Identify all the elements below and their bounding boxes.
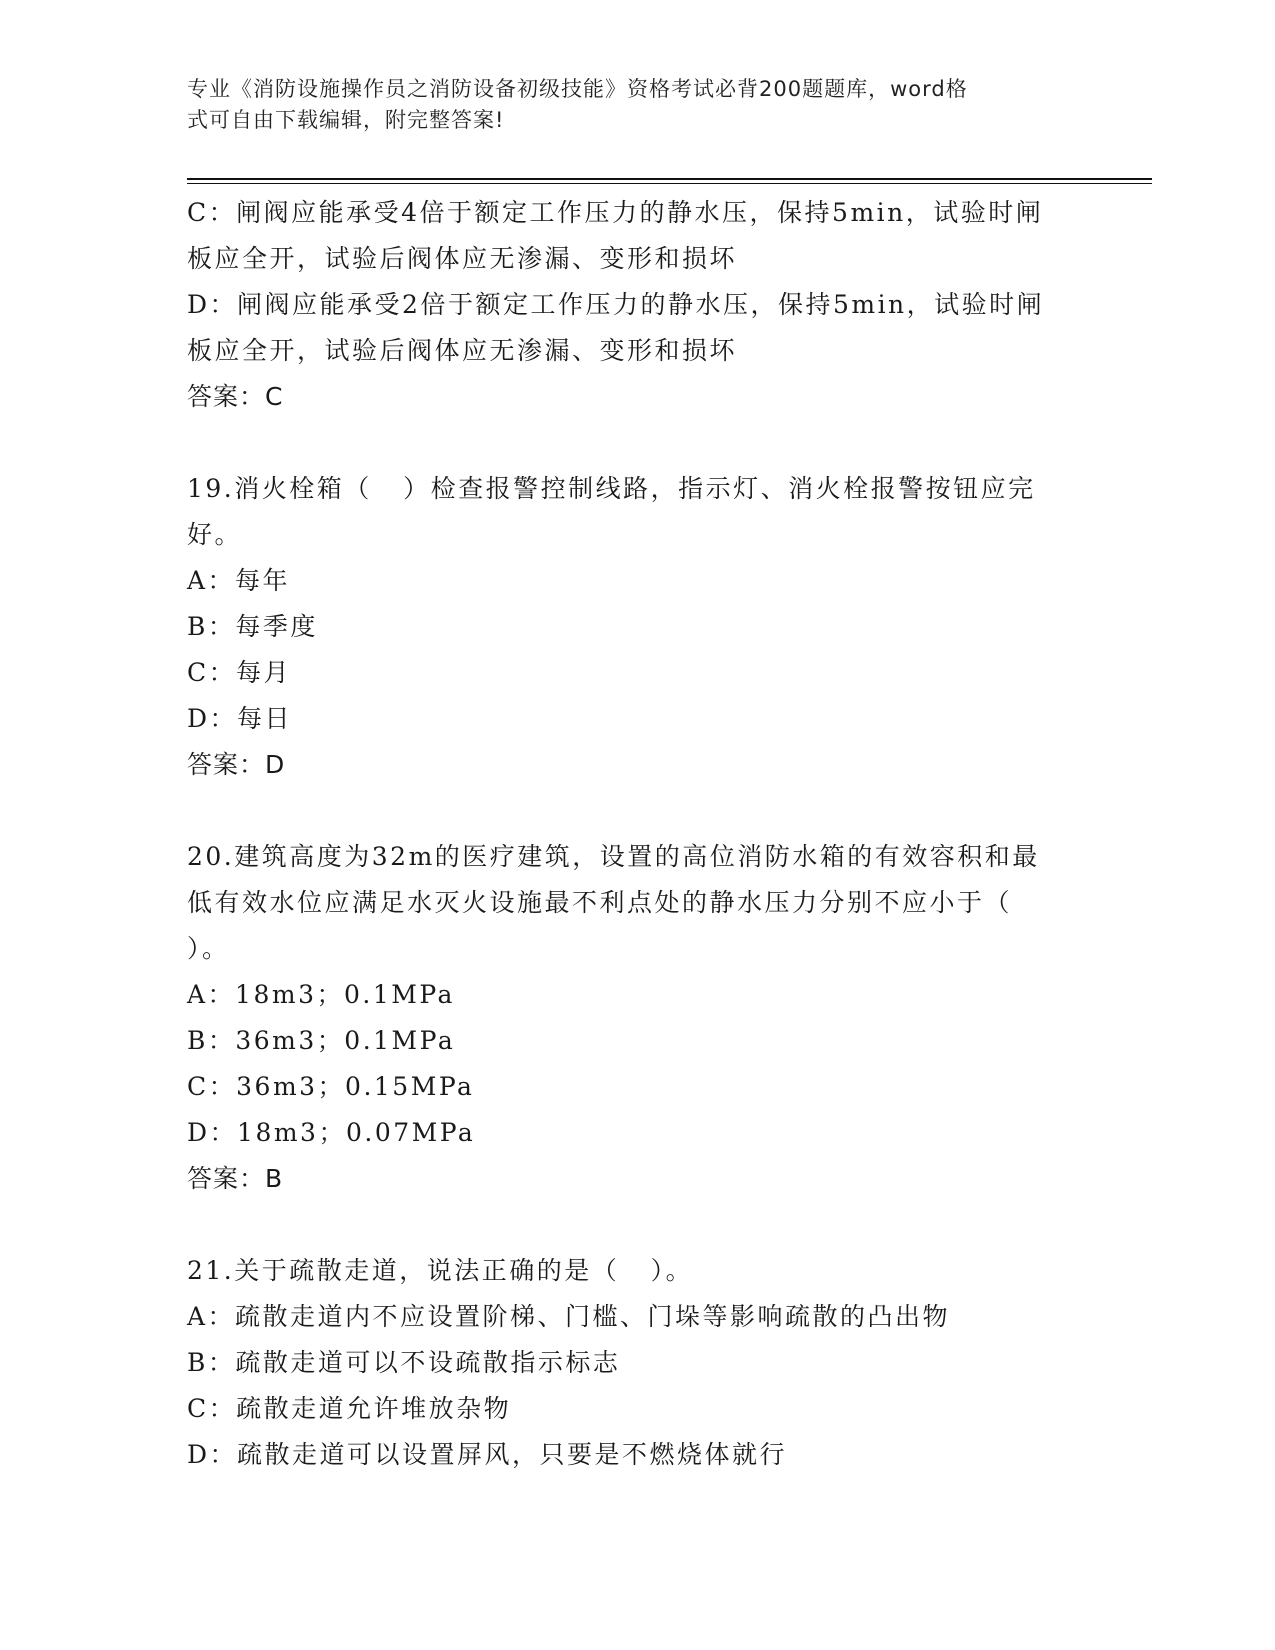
question-stem-line-3: ）。: [187, 934, 230, 963]
option-b: B：每季度: [187, 612, 318, 641]
header-title-line-2: 式可自由下载编辑，附完整答案!: [187, 108, 505, 132]
option-d-line-1: D：闸阀应能承受2倍于额定工作压力的静水压，保持5min，试验时闸: [187, 290, 1045, 319]
option-c-line-2: 板应全开，试验后阀体应无渗漏、变形和损坏: [187, 244, 738, 273]
question-19: [187, 466, 1087, 788]
answer-18: 答案：C: [187, 382, 284, 411]
option-a: A：每年: [187, 566, 291, 595]
answer-20: 答案：B: [187, 1164, 284, 1193]
option-d: D：每日: [187, 704, 293, 733]
option-c-line-1: C：闸阀应能承受4倍于额定工作压力的静水压，保持5min，试验时闸: [187, 198, 1044, 227]
option-c: C：每月: [187, 658, 292, 687]
option-b: B：36m3；0.1MPa: [187, 1026, 456, 1055]
option-a: A：疏散走道内不应设置阶梯、门槛、门垛等影响疏散的凸出物: [187, 1302, 951, 1331]
question-stem-line-1: 19.消火栓箱（ ）检查报警控制线路，指示灯、消火栓报警按钮应完: [187, 474, 1036, 503]
spacer: [187, 1202, 1087, 1248]
question-20: [187, 834, 1087, 1202]
option-d: D：疏散走道可以设置屏风，只要是不燃烧体就行: [187, 1440, 788, 1469]
question-18-continued: [187, 190, 1087, 420]
option-c: C：疏散走道允许堆放杂物: [187, 1394, 512, 1423]
question-stem-line-2: 好。: [187, 520, 243, 549]
question-stem-line-1: 20.建筑高度为32m的医疗建筑，设置的高位消防水箱的有效容积和最: [187, 842, 1040, 871]
answer-19: 答案：D: [187, 750, 286, 779]
question-stem-line-1: 21.关于疏散走道，说法正确的是（ ）。: [187, 1256, 694, 1285]
question-stem-line-2: 低有效水位应满足水灭火设施最不利点处的静水压力分别不应小于（: [187, 888, 1013, 917]
option-d: D：18m3；0.07MPa: [187, 1118, 476, 1147]
document-header: [187, 74, 1067, 136]
header-divider-thick: [187, 178, 1152, 180]
spacer: [187, 788, 1087, 834]
document-body: [187, 190, 1087, 1478]
header-divider-thin: [187, 183, 1152, 184]
option-b: B：疏散走道可以不设疏散指示标志: [187, 1348, 621, 1377]
spacer: [187, 420, 1087, 466]
option-d-line-2: 板应全开，试验后阀体应无渗漏、变形和损坏: [187, 336, 738, 365]
header-title-line-1: 专业《消防设施操作员之消防设备初级技能》资格考试必背200题题库，word格: [187, 77, 968, 101]
question-21: [187, 1248, 1087, 1478]
option-c: C：36m3；0.15MPa: [187, 1072, 475, 1101]
option-a: A：18m3；0.1MPa: [187, 980, 455, 1009]
